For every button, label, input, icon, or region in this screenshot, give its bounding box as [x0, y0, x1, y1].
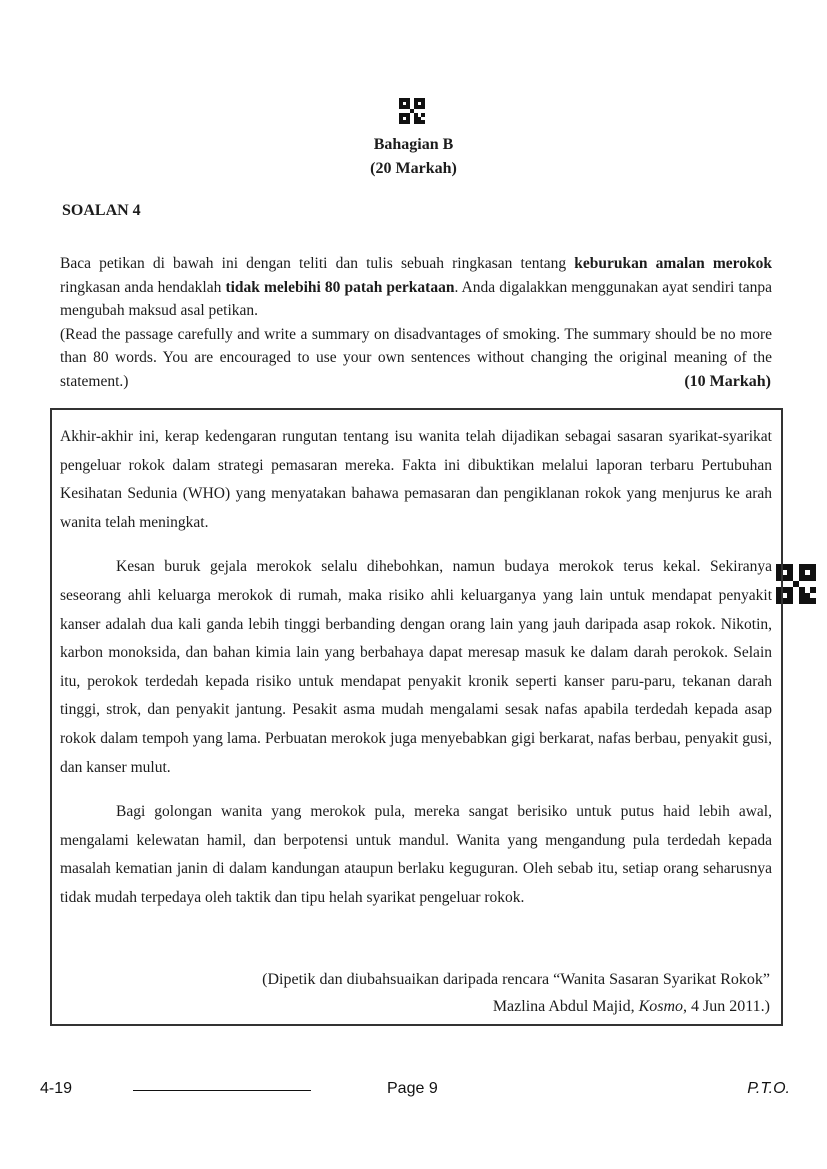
please-turn-over: P.T.O. — [747, 1080, 790, 1097]
paper-code: 4-19 — [40, 1080, 73, 1097]
section-title: Bahagian B — [373, 136, 454, 153]
passage-paragraph: Bagi golongan wanita yang merokok pula, mereka sangat berisiko untuk putus haid lebih awal, mengalami kelewatan hamil, dan berpotensi untuk mandul. Wanita yang mengandung pula terdedah kepada masalah kematian janin di dalam kandungan ataupun berlaku keguguran. Oleh sebab itu, setiap orang seharusnya tidak mudah terpedaya oleh taktik dan tipu helah syarikat pengeluar rokok. — [60, 803, 772, 906]
passage-text — [60, 423, 772, 929]
passage-paragraph: Kesan buruk gejala merokok selalu dihebohkan, namun budaya merokok terus kekal. Sekiranya seseorang ahli keluarga merokok di rumah, maka risiko ahli keluarganya yang lain untuk mendapat penyakit kanser adalah dua kali ganda lebih tinggi berbanding dengan orang lain yang jauh daripada asap rokok. Nikotin, karbon monoksida, dan bahan kimia lain yang berbahaya dapat meresap masuk ke dalam darah perokok. Selain itu, perokok terdedah kepada risiko untuk mendapat penyakit kronik seperti kanser paru-paru, tekanan darah tinggi, strok, dan penyakit jantung. Pesakit asma mudah mengalami sesak nafas apabila terdedah kepada asap rokok dalam tempoh yang lama. Perbuatan merokok juga menyebabkan gigi berkarat, nafas berbau, penyakit gusi, dan kanser mulut. — [60, 558, 772, 776]
question-label: SOALAN 4 — [62, 202, 141, 219]
passage-paragraph: Akhir-akhir ini, kerap kedengaran rungutan tentang isu wanita telah dijadikan sebagai sasaran syarikat-syarikat pengeluar rokok dalam strategi pemasaran mereka. Fakta ini dibuktikan melalui laporan terbaru Pertubuhan Kesihatan Sedunia (WHO) yang menyatakan bahawa pemasaran dan pengiklanan rokok yang menjurus ke arah wanita telah meningkat. — [60, 428, 772, 531]
section-marks: (20 Markah) — [370, 160, 457, 177]
question-instructions — [60, 252, 772, 393]
page-number: Page 9 — [387, 1080, 438, 1097]
footer-rule — [133, 1090, 311, 1091]
qr-code-icon — [399, 98, 425, 124]
passage-source: (Dipetik dan diubahsuaikan daripada rencara “Wanita Sasaran Syarikat Rokok” Mazlina Abdul Majid, Kosmo, 4 Jun 2011.) — [262, 971, 770, 1015]
instruction-english: (Read the passage carefully and write a summary on disadvantages of smoking. The summary should be no more than 80 words. You are encouraged to use your own sentences without changing the original meaning of the statement.) — [60, 325, 772, 390]
instruction-malay: Baca petikan di bawah ini dengan teliti dan tulis sebuah ringkasan tentang keburukan amalan merokok ringkasan anda hendaklah tidak melebihi 80 patah perkataan. Anda digalakkan menggunakan ayat sendiri tanpa mengubah maksud asal petikan. — [60, 255, 773, 319]
question-marks: (10 Markah) — [684, 373, 771, 390]
